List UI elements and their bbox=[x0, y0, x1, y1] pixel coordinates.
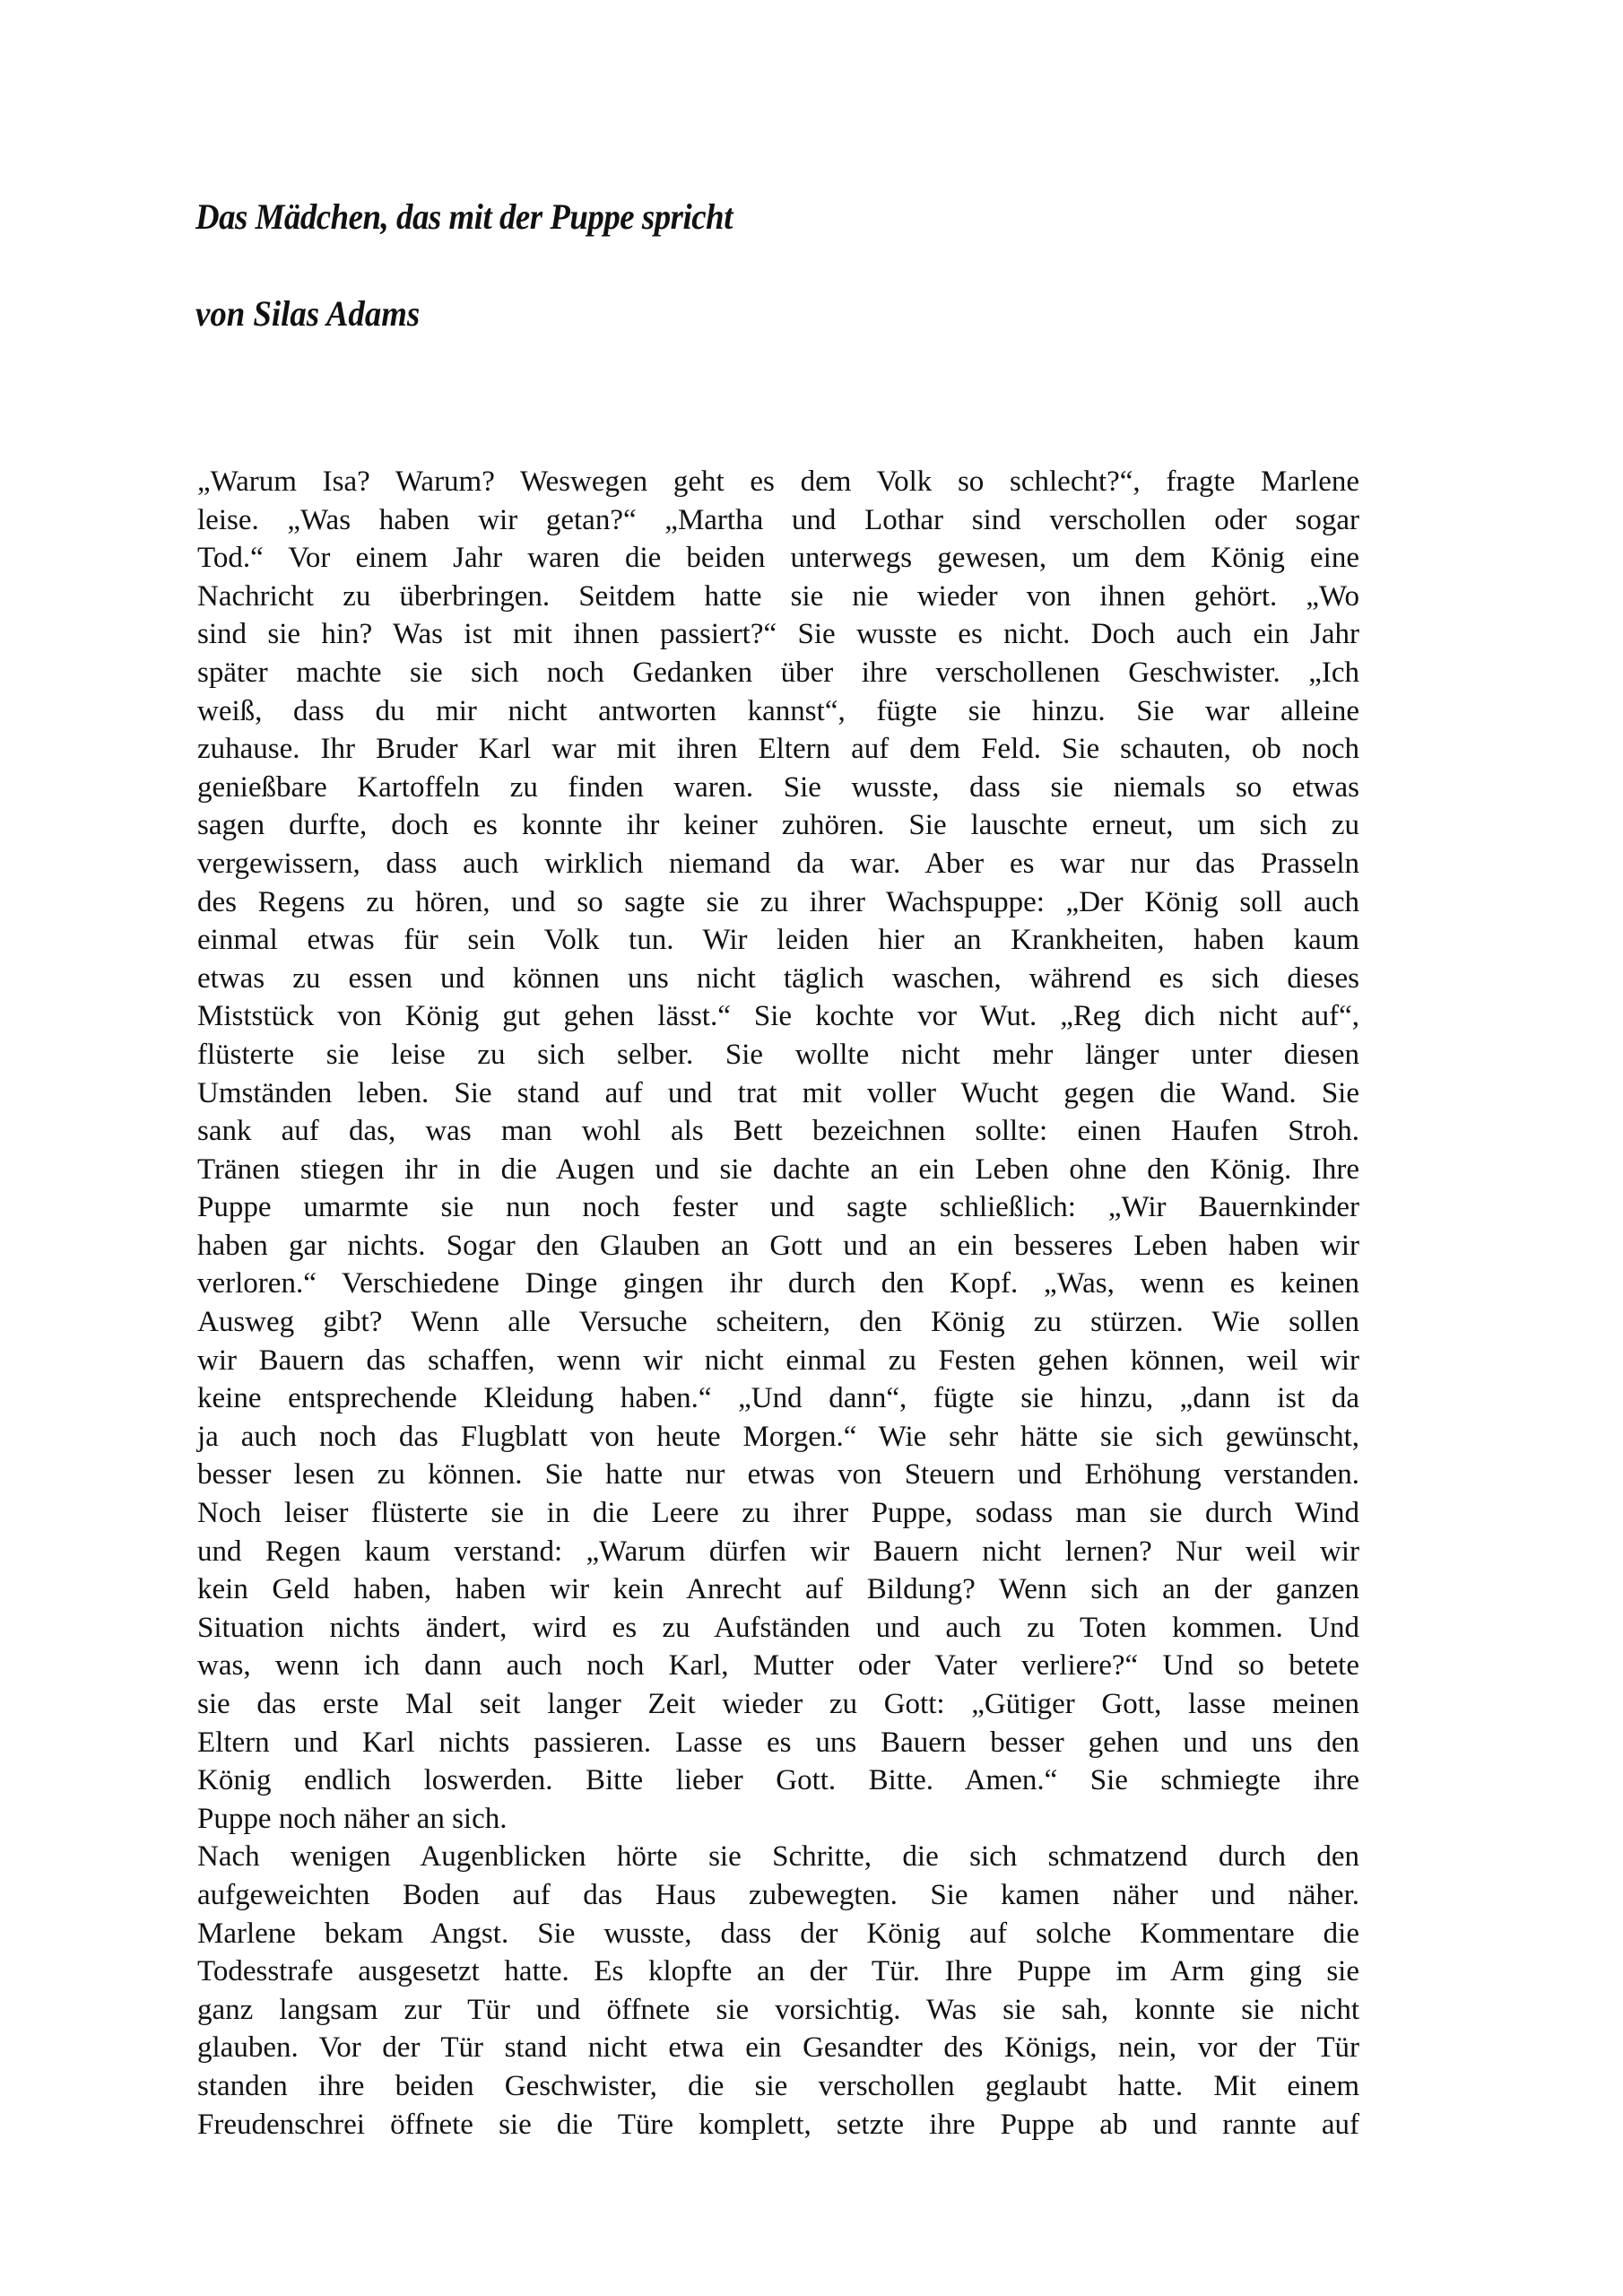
text-line: Tod.“ Vor einem Jahr waren die beiden unterwegs gewesen, um dem König eine bbox=[197, 542, 1359, 575]
story-title: Das Mädchen, das mit der Puppe spricht bbox=[195, 196, 733, 237]
text-line: Todesstrafe ausgesetzt hatte. Es klopfte an der Tür. Ihre Puppe im Arm ging sie bbox=[197, 1955, 1359, 1988]
text-line: Miststück von König gut gehen lässt.“ Sie kochte vor Wut. „Reg dich nicht auf“, bbox=[197, 1000, 1359, 1033]
text-line: etwas zu essen und können uns nicht täglich waschen, während es sich dieses bbox=[197, 961, 1359, 995]
text-line: sank auf das, was man wohl als Bett bezeichnen sollte: einen Haufen Stroh. bbox=[197, 1115, 1359, 1148]
text-line: Marlene bekam Angst. Sie wusste, dass der König auf solche Kommentare die bbox=[197, 1917, 1359, 1950]
text-line: und Regen kaum verstand: „Warum dürfen wir Bauern nicht lernen? Nur weil wir bbox=[197, 1535, 1359, 1568]
text-line: später machte sie sich noch Gedanken über ihre verschollenen Geschwister. „Ich bbox=[197, 656, 1359, 689]
text-line: keine entsprechende Kleidung haben.“ „Und dann“, fügte sie hinzu, „dann ist da bbox=[197, 1382, 1359, 1415]
text-line: sagen durfte, doch es konnte ihr keiner zuhören. Sie lauschte erneut, um sich zu bbox=[197, 809, 1359, 842]
text-line: Tränen stiegen ihr in die Augen und sie dachte an ein Leben ohne den König. Ihre bbox=[197, 1152, 1359, 1186]
text-line: Eltern und Karl nichts passieren. Lasse es uns Bauern besser gehen und uns den bbox=[197, 1726, 1359, 1759]
story-body bbox=[197, 463, 1359, 2144]
text-line: verloren.“ Verschiedene Dinge gingen ihr durch den Kopf. „Was, wenn es keinen bbox=[197, 1267, 1359, 1300]
text-line: aufgeweichten Boden auf das Haus zubewegten. Sie kamen näher und näher. bbox=[197, 1878, 1359, 1911]
text-line: standen ihre beiden Geschwister, die sie verschollen geglaubt hatte. Mit einem bbox=[197, 2069, 1359, 2102]
text-line: vergewissern, dass auch wirklich niemand da war. Aber es war nur das Prasseln bbox=[197, 847, 1359, 880]
text-line: Nachricht zu überbringen. Seitdem hatte sie nie wieder von ihnen gehört. „Wo bbox=[197, 579, 1359, 613]
text-line: sie das erste Mal seit langer Zeit wieder zu Gott: „Gütiger Gott, lasse meinen bbox=[197, 1688, 1359, 1720]
text-line: kein Geld haben, haben wir kein Anrecht auf Bildung? Wenn sich an der ganzen bbox=[197, 1573, 1359, 1606]
text-line: flüsterte sie leise zu sich selber. Sie wollte nicht mehr länger unter diesen bbox=[197, 1038, 1359, 1071]
text-line: zuhause. Ihr Bruder Karl war mit ihren Eltern auf dem Feld. Sie schauten, ob noch bbox=[197, 733, 1359, 766]
text-line: was, wenn ich dann auch noch Karl, Mutter oder Vater verliere?“ Und so betete bbox=[197, 1649, 1359, 1683]
text-line: weiß, dass du mir nicht antworten kannst“, fügte sie hinzu. Sie war alleine bbox=[197, 694, 1359, 727]
text-line: einmal etwas für sein Volk tun. Wir leiden hier an Krankheiten, haben kaum bbox=[197, 924, 1359, 957]
text-line: Puppe umarmte sie nun noch fester und sagte schließlich: „Wir Bauernkinder bbox=[197, 1191, 1359, 1224]
text-line: Nach wenigen Augenblicken hörte sie Schritte, die sich schmatzend durch den bbox=[197, 1840, 1359, 1874]
text-line: des Regens zu hören, und so sagte sie zu ihrer Wachspuppe: „Der König soll auch bbox=[197, 885, 1359, 918]
text-line: Ausweg gibt? Wenn alle Versuche scheitern, den König zu stürzen. Wie sollen bbox=[197, 1306, 1359, 1339]
text-line: haben gar nichts. Sogar den Glauben an Gott und an ein besseres Leben haben wir bbox=[197, 1229, 1359, 1262]
text-line: Situation nichts ändert, wird es zu Aufständen und auch zu Toten kommen. Und bbox=[197, 1611, 1359, 1644]
text-line: „Warum Isa? Warum? Weswegen geht es dem Volk so schlecht?“, fragte Marlene bbox=[197, 465, 1359, 498]
text-line: Puppe noch näher an sich. bbox=[197, 1802, 508, 1835]
author-line: von Silas Adams bbox=[195, 293, 421, 334]
text-line: Freudenschrei öffnete sie die Türe komplett, setzte ihre Puppe ab und rannte auf bbox=[197, 2108, 1359, 2141]
text-line: sind sie hin? Was ist mit ihnen passiert?“ Sie wusste es nicht. Doch auch ein Jahr bbox=[197, 618, 1359, 651]
text-line: glauben. Vor der Tür stand nicht etwa ein Gesandter des Königs, nein, vor der Tür bbox=[197, 2031, 1359, 2065]
text-line: König endlich loswerden. Bitte lieber Gott. Bitte. Amen.“ Sie schmiegte ihre bbox=[197, 1764, 1359, 1797]
text-line: ganz langsam zur Tür und öffnete sie vorsichtig. Was sie sah, konnte sie nicht bbox=[197, 1993, 1359, 2026]
text-line: genießbare Kartoffeln zu finden waren. Sie wusste, dass sie niemals so etwas bbox=[197, 770, 1359, 804]
text-line: wir Bauern das schaffen, wenn wir nicht einmal zu Festen gehen können, weil wir bbox=[197, 1344, 1359, 1377]
text-line: ja auch noch das Flugblatt von heute Morgen.“ Wie sehr hätte sie sich gewünscht, bbox=[197, 1420, 1359, 1453]
text-line: leise. „Was haben wir getan?“ „Martha und Lothar sind verschollen oder sogar bbox=[197, 503, 1359, 536]
text-line: besser lesen zu können. Sie hatte nur etwas von Steuern und Erhöhung verstanden. bbox=[197, 1458, 1359, 1492]
text-line: Umständen leben. Sie stand auf und trat mit voller Wucht gegen die Wand. Sie bbox=[197, 1076, 1359, 1109]
text-line: Noch leiser flüsterte sie in die Leere zu ihrer Puppe, sodass man sie durch Wind bbox=[197, 1497, 1359, 1530]
